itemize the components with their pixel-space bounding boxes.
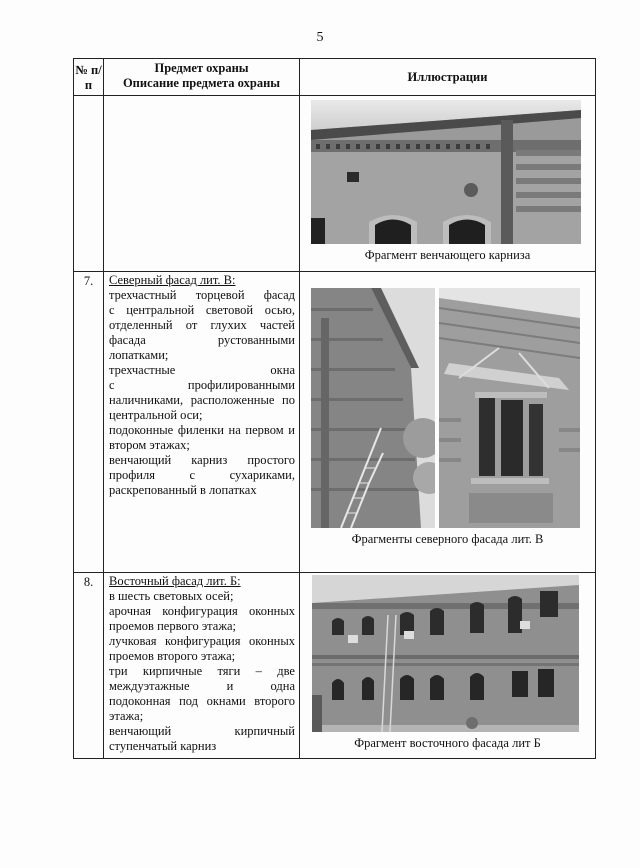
cornice-caption: Фрагмент венчающего карниза [364, 248, 531, 262]
header-subject-desc: Описание предмета охраны [122, 76, 281, 90]
description-line: отделенный от глухих частей [109, 318, 295, 332]
description-line: междуэтажные и одна [109, 679, 295, 693]
header-illustrations: Иллюстрации [300, 59, 596, 96]
north-facade-photo-left [311, 288, 435, 528]
description-line: центральной оси; [109, 408, 203, 422]
description-line: этажа; [109, 709, 144, 723]
header-subject-title: Предмет охраны [154, 61, 249, 75]
row-num: 7. [74, 272, 104, 573]
cornice-photo [311, 100, 581, 244]
description-line: арочная конфигурация оконных [109, 604, 295, 618]
description-line: лучковая конфигурация оконных [109, 634, 295, 648]
description-line: ступенчатый карниз [109, 739, 217, 753]
description-line: с профилированными [109, 378, 295, 392]
description-line: втором этажах; [109, 438, 190, 452]
east-facade-photo [312, 575, 579, 732]
row-num: 8. [74, 573, 104, 759]
description-line: раскрепованный в лопатках [109, 483, 257, 497]
description-line: венчающий карниз простого [109, 453, 295, 467]
row-title: Северный фасад лит. В: [109, 273, 236, 287]
description-line: лопатками; [109, 348, 169, 362]
row-num [74, 96, 104, 272]
row-illustration [300, 96, 596, 272]
north-facade-photo-right [439, 288, 580, 528]
row-description [104, 96, 300, 272]
table-header-row [74, 59, 596, 96]
description-line: профиля с сухариками, [109, 468, 295, 482]
row-description [104, 272, 300, 573]
header-subject [104, 59, 300, 96]
description-line: трехчастные окна [109, 363, 295, 377]
description-line: трехчастный торцевой фасад [109, 288, 295, 302]
description-line: фасада рустованными [109, 333, 295, 347]
description-line: в шесть световых осей; [109, 589, 234, 603]
table-row [74, 573, 596, 759]
description-line: три кирпичные тяги – две [109, 664, 295, 678]
table-row [74, 272, 596, 573]
row-illustration [300, 573, 596, 759]
table-row [74, 96, 596, 272]
north-facade-caption: Фрагменты северного фасада лит. В [351, 532, 544, 546]
description-line: с центральной световой осью, [109, 303, 295, 317]
header-num: № п/п [74, 59, 104, 96]
description-line: венчающий кирпичный [109, 724, 295, 738]
row-illustration [300, 272, 596, 573]
heritage-table [73, 58, 596, 759]
description-line: подоконные филенки на первом и [109, 423, 295, 437]
page-number: 5 [316, 30, 324, 45]
east-facade-caption: Фрагмент восточного фасада лит Б [354, 736, 541, 750]
description-line: проемов второго этажа; [109, 649, 236, 663]
row-description [104, 573, 300, 759]
description-line: подоконная под окнами второго [109, 694, 295, 708]
description-line: наличниками, расположенные по [109, 393, 295, 407]
row-title: Восточный фасад лит. Б: [109, 574, 241, 588]
description-line: проемов первого этажа; [109, 619, 237, 633]
